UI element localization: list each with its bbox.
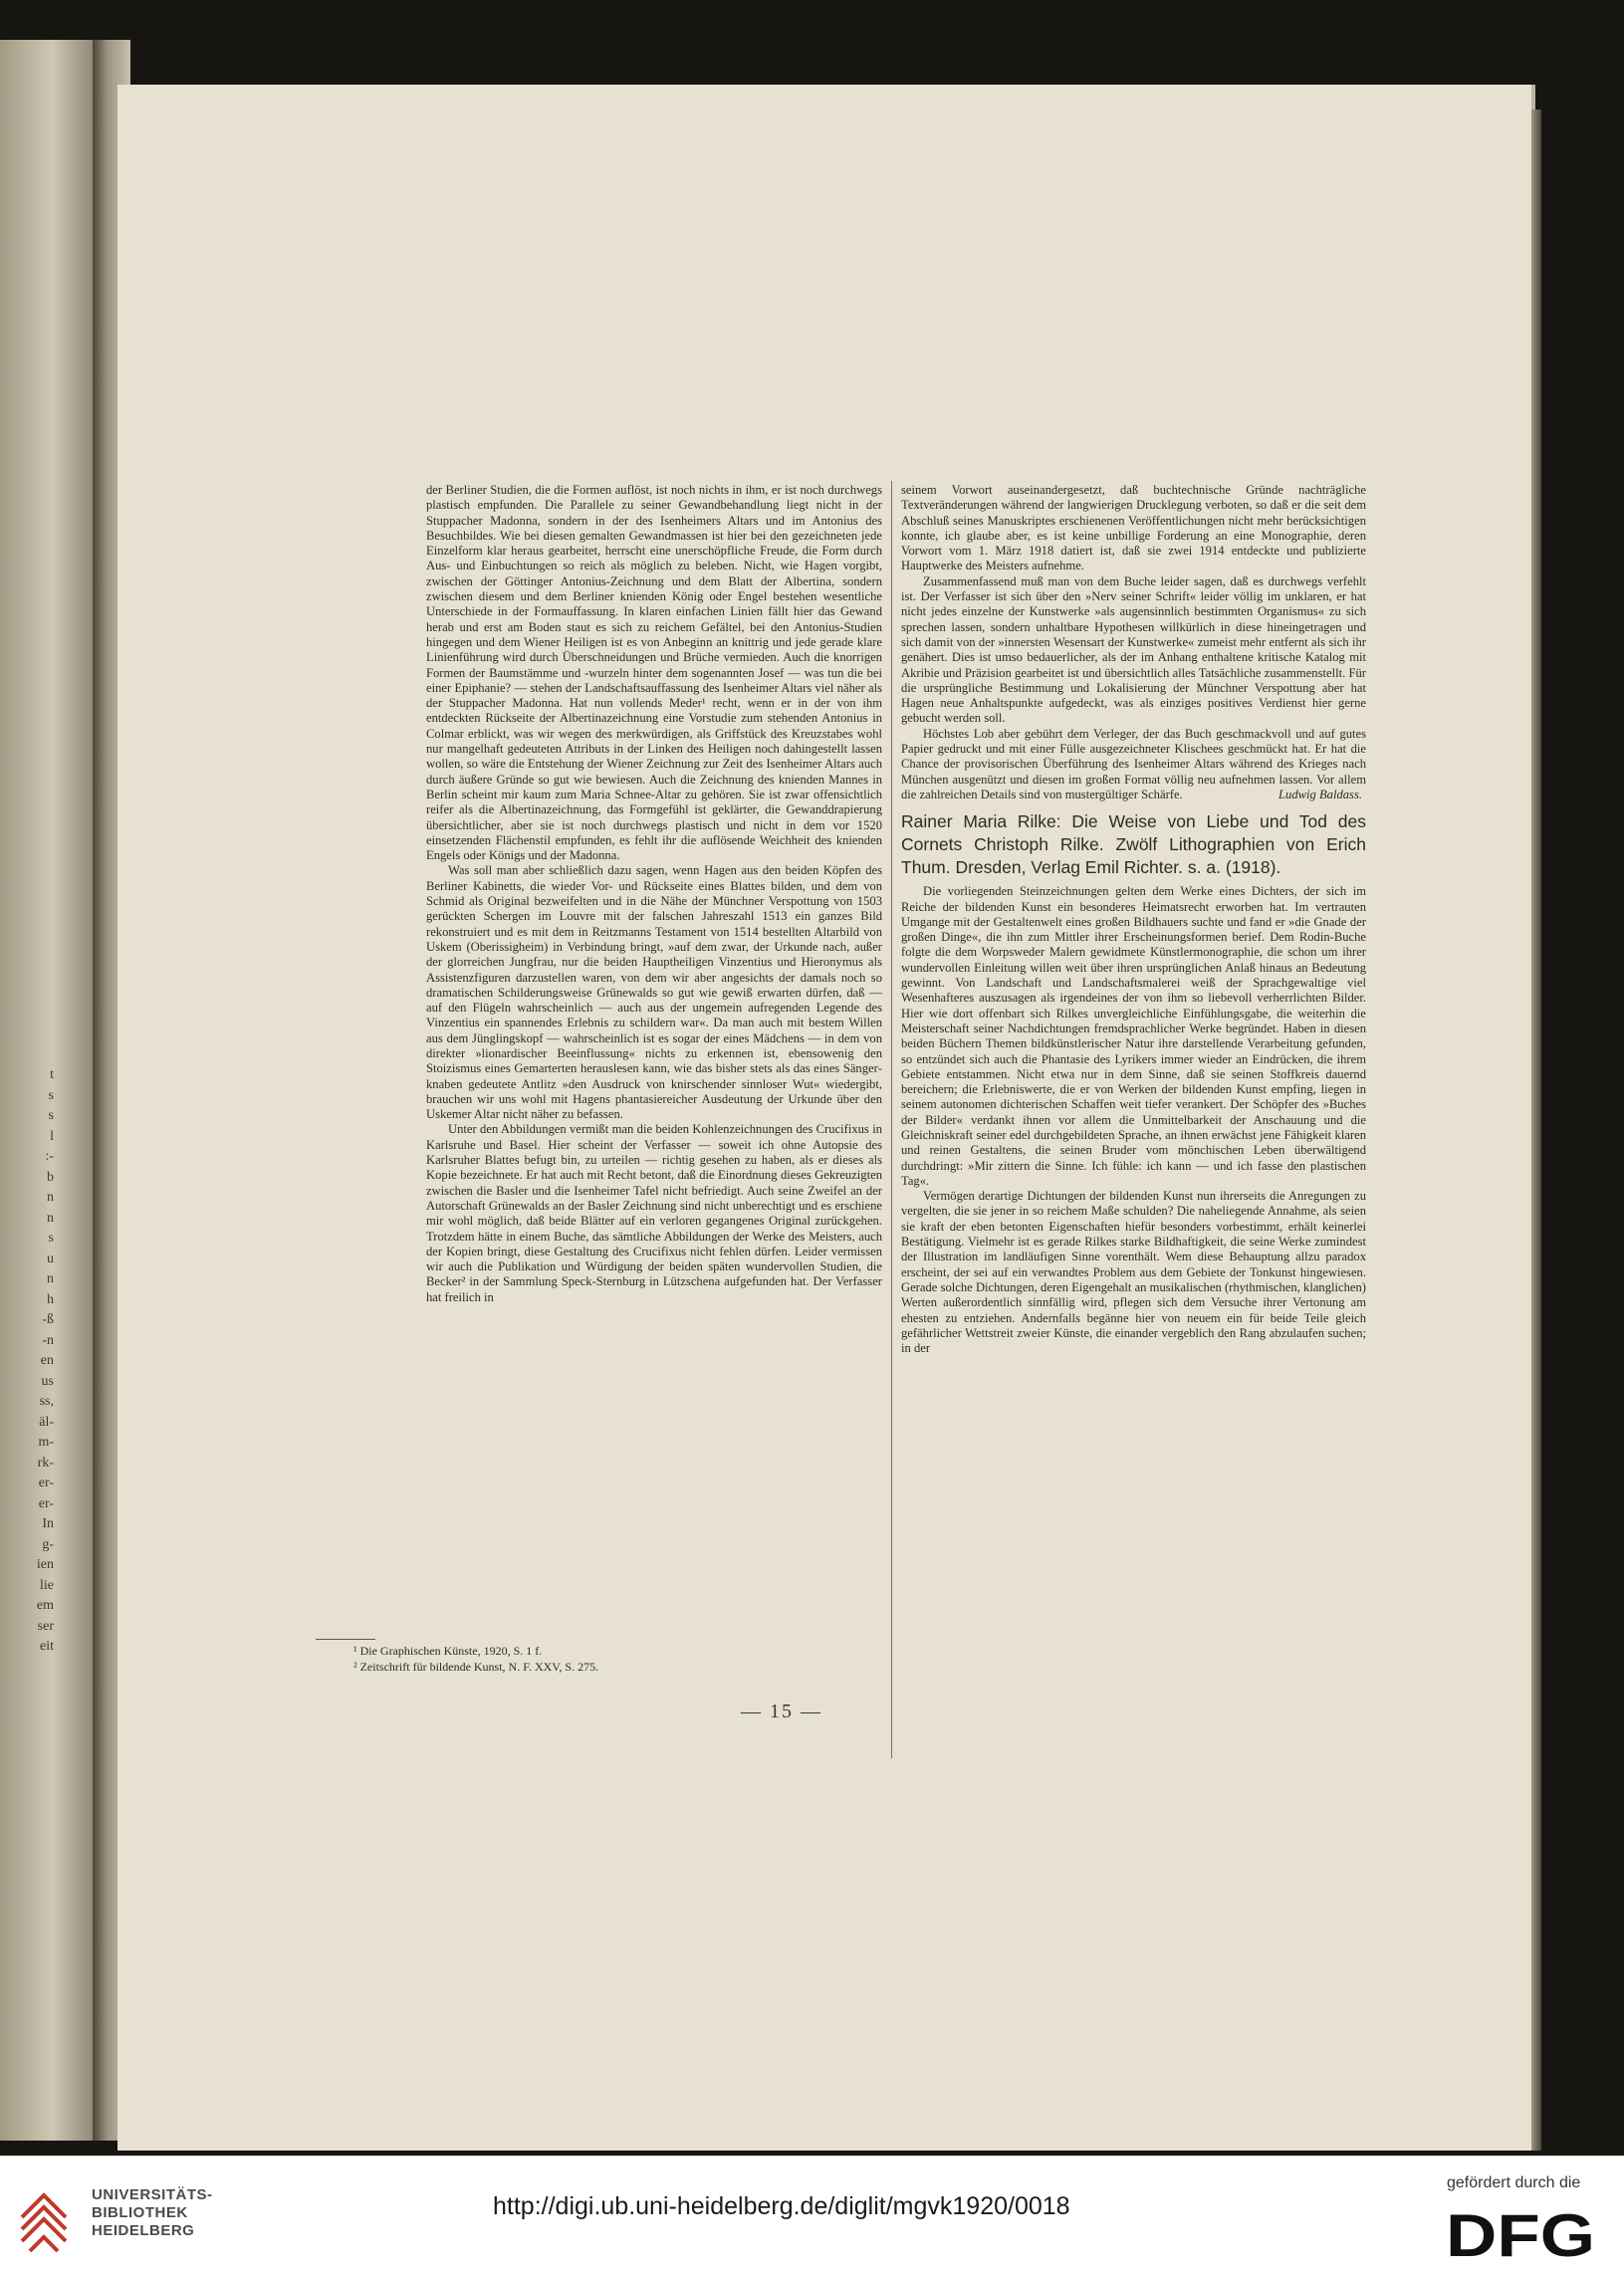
left-page-fragment: rk-: [37, 1455, 54, 1471]
left-page-fragment: l: [50, 1128, 54, 1144]
footnote-rule: [316, 1639, 375, 1640]
left-text-column: [426, 483, 882, 1305]
left-paragraph-3: Unter den Abbildungen vermißt man die beiden Kohlenzeichnungen des Crucifixus in Karlsruhe und Basel. Hier scheint der Verfasser — soweit ich ohne Autopsie des Karlsruher Blattes befugt bin, zu urteilen — richtig gesehen zu haben, als er dieses als Kopie bezeichnete. Er hat auch mit Recht betont, daß die Einordnung dieses Gekreuzigten zwischen die Basler und die Isenheimer Tafel nicht befriedigt. Auch seine Zweifel an der Autorschaft Grünewalds an der Basler Zeichnung sind nicht unberechtigt und es erschiene mir wohl möglich, daß beide Blätter auf ein verloren gegangenes Original zurückgehen. Trotzdem hätte in einem Buche, das sämtliche Abbildungen der Werke des Meisters, auch der Kopien bringt, diese Gestaltung des Crucifixus nicht fehlen dürfen. Leider vermissen wir auch die Publikation und Würdigung der beiden späten wundervollen Studien, die Becker² in der Sammlung Speck-Sternburg in Lützschena aufgefunden hat. Der Verfasser hat freilich in: [426, 1122, 882, 1304]
left-paragraph-2: Was soll man aber schließlich dazu sagen, wenn Hagen aus den beiden Köpfen des Berliner Kabinetts, die wieder Vor- und Rückseite eines Blattes bilden, und dem von Schmid als Original bezweifelten und in die Nähe der Münchner Verspottung von 1503 gerückten Schergen im Louvre mit der falschen Jahreszahl 1513 ein ganzes Bild rekonstruiert und es mit dem in Reitzmanns Testament von 1514 bestellten Altarbild von Uskem (Oberissigheim) in Verbindung bringt, »auf dem zwar, der Urkunde nach, außer der glorreichen Jungfrau, nur die beiden Hauptheiligen Vinzentius und Hieronymus als Assistenzfiguren darzustellen waren, von dem wir aber angesichts der damals noch so dramatischen Schilderungsweise Grünewalds so gut wie gewiß erwarten dürfen, daß — auf den Flügeln wahrscheinlich — auch aus der ungemein aufregenden Legende des Vinzentius ein spannendes Erlebnis zu schildern war«. Da man auch mit bestem Willen aus dem Jünglingskopf — wahrscheinlich ist es sogar der eines Mädchens — in dem von direkter »lionardischer Beeinflussung« nichts zu erkennen ist, ebensowenig den Stoizismus eines Gemarterten herauslesen kann, wie das bisher stets als das eines Sängerknaben gedeutete Antlitz »den Ausdruck von knirschender sinnloser Wut« wiedergibt, brauchen wir uns wohl mit Hagens phantasiereicher Ausdeutung der Urkunde über den Uskemer Altar nicht näher zu befassen.: [426, 863, 882, 1122]
left-page-fragment: em: [36, 1598, 54, 1613]
right-paragraph-3-text: Höchstes Lob aber gebührt dem Verleger, der das Buch geschmackvoll und auf gutes Papier gedruckt und mit einer Fülle ausgezeichneter Klischees geschmückt hat. Er hat die Chance der provisorischen Überführung des Isenheimer Altars während des Krieges nach München ausgenützt und diesen im großen Format völlig neu aufnehmen lassen. Vor allem die zahlreichen Details sind von mustergültiger Schärfe.: [901, 726, 1366, 801]
left-page-fragment: h: [47, 1291, 54, 1307]
viewer-footer: [0, 2156, 1624, 2274]
review-heading: Rainer Maria Rilke: Die Weise von Liebe und Tod des Cornets Christoph Rilke. Zwölf Lithographien von Erich Thum. Dresden, Verlag Emil Richter. s. a. (1918).: [901, 811, 1366, 878]
page-right-edge: [1531, 110, 1541, 2151]
right-paragraph-3: [901, 727, 1366, 802]
dfg-logo[interactable]: [1446, 2206, 1597, 2261]
left-page-fragment: lie: [40, 1577, 54, 1593]
dfg-logo-text: DFG: [1446, 2206, 1595, 2261]
left-paragraph-1: der Berliner Studien, die die Formen auflöst, ist noch nichts in ihm, er ist noch durchwegs plastisch empfunden. Die Parallele zu seiner Gewandbehandlung liegt nicht in der Stuppacher Madonna, sondern in der des Isenheimers Altars und im Antonius des Besuchbildes. Wie bei diesen gemalten Gewandmassen ist hier bei den gezeichneten jede Einzelform klar heraus gearbeitet, herrscht eine unerschöpfliche Freude, die Form durch Aus- und Einbuchtungen so reich als möglich zu beleben. Nicht, wie Hagen vorgibt, zwischen der Göttinger Antonius-Zeichnung und dem Blatt der Albertina, sondern zwischen diesem und dem Berliner knienden König oder Engel bestehen wesentliche Unterschiede in der Formauffassung. In klaren einfachen Linien fällt hier das Gewand herab und erst am Boden staut es sich zu reichem Gefältel, bei den Antonius-Studien hingegen und dem Wiener Heiligen ist es von Anbeginn an knittrig und jede gerade klare Linienführung wird durch Überschneidungen und Brüche vermieden. Auch die knorrigen Formen der Baumstämme und -wurzeln hinter dem sogenannten Josef — was tun die bei einer Epiphanie? — stehen der Landschaftsauffassung des Isenheimer Altars viel näher als der Stuppacher Madonna. Hat nun vollends Meder¹ recht, wenn er in der von ihm entdeckten Rückseite der Albertinazeichnung eine Vorstudie zum stehenden Antonius in Colmar erblickt, was wir wegen des merkwürdigen, als Griffstück des Kreuzstabes wohl nur mangelhaft gedeuteten Attributs in der Linken des Heiligen noch dahingestellt lassen wollen, so wäre die Entstehung der Wiener Zeichnung zur Zeit des Isenheimer Altars auch durch äußere Gründe so gut wie bewiesen. Auch die Zeichnung des knienden Mannes in Berlin scheint mir kaum zum Maria Schnee-Altar zu gehören. Sie ist zwar offensichtlich reifer als die Albertinazeichnung, das Formgefühl ist geklärter, die Gewanddrapierung übersichtlicher, aber sie ist noch durchwegs plastisch und nicht in dem vor 1520 einsetzenden Flächenstil empfunden, es fehlt ihr die auflösende Weichheit des knienden Engels oder Königs und der Madonna.: [426, 483, 882, 863]
left-page-fragment: -n: [42, 1332, 54, 1348]
left-page-edge: [0, 40, 95, 2141]
left-page-fragment: In: [42, 1516, 54, 1531]
footnote-2: ² Zeitschrift für bildende Kunst, N. F. XXV, S. 275.: [353, 1659, 599, 1674]
right-paragraph-5: Vermögen derartige Dichtungen der bildenden Kunst nun ihrerseits die Anregungen zu vergelten, die sie jener in so reichem Maße schulden? Die naheliegende Annahme, als seien sie kraft der eben betonten Eigenschaften hiefür besonders vorbestimmt, erhält keinerlei Bestätigung. Vielmehr ist es gerade Rilkes starke Bildhaftigkeit, die seine Werke zumindest der Illustration im landläufigen Sinne vorenthält. Wem diese Behauptung allzu paradox erscheint, der sei auf ein verwandtes Problem aus dem Gebiete der Tonkunst hingewiesen. Gerade solche Dichtungen, deren Eigengehalt an musikalischen (rhythmischen, klanglichen) Werten außerordentlich sinnfällig wird, pflegen sich dem Versuche ihrer Vertonung am ehesten zu entziehen. Andernfalls begänne hier von neuem ein für beide Teile gleich gefährlicher Wettstreit zweier Künste, die einander vergeblich den Rang abzulaufen suchen; in der: [901, 1189, 1366, 1356]
left-page-fragment: s: [48, 1087, 54, 1103]
left-page-fragment: b: [47, 1169, 54, 1185]
left-page-fragment: :-: [45, 1149, 54, 1164]
right-paragraph-1: seinem Vorwort auseinandergesetzt, daß buchtechnische Gründe nachträgliche Textveränderungen während der langwierigen Drucklegung verboten, so daß er die seit dem Abschluß seines Manuskriptes erschienenen Veröffentlichungen nicht mehr berücksichtigen konnte, ich glaube aber, es ist keine unbillige Forderung an eine Monographie, deren Vorwort vom 1. März 1918 datiert ist, daß sie zwei 1914 entdeckte und publizierte Hauptwerke des Meisters aufnehme.: [901, 483, 1366, 573]
institution-name[interactable]: [92, 2186, 213, 2240]
left-page-fragment: n: [47, 1271, 54, 1286]
left-page-fragment: er-: [38, 1476, 54, 1490]
left-page-fragment: g-: [42, 1536, 54, 1552]
footnote-1: ¹ Die Graphischen Künste, 1920, S. 1 f.: [353, 1644, 543, 1658]
left-page-fragment: -ß: [42, 1312, 54, 1327]
page: [117, 85, 1531, 2151]
left-page-fragment: en: [40, 1353, 54, 1368]
left-page-fragment: us: [41, 1373, 54, 1389]
left-page-fragment: er-: [38, 1495, 54, 1511]
funding-note: gefördert durch die: [1447, 2174, 1581, 2191]
right-text-column: [901, 483, 1366, 1356]
institution-line-3: HEIDELBERG: [92, 2222, 195, 2239]
page-number: — 15 —: [741, 1701, 822, 1722]
left-page-fragment: n: [47, 1190, 54, 1205]
left-page-fragment: s: [48, 1108, 54, 1123]
institution-line-1: UNIVERSITÄTS-: [92, 2186, 213, 2203]
left-page-fragment: n: [47, 1210, 54, 1226]
permalink-url[interactable]: http://digi.ub.uni-heidelberg.de/diglit/mgvk1920/0018: [493, 2192, 1070, 2220]
ub-heidelberg-logo-icon[interactable]: [16, 2173, 72, 2258]
review-signature: Ludwig Baldass.: [1278, 787, 1362, 801]
left-page-fragment: eit: [40, 1639, 54, 1654]
left-page-fragment: äl-: [39, 1414, 54, 1430]
left-page-fragment: ser: [37, 1618, 54, 1634]
left-page-fragment: s: [48, 1231, 54, 1246]
footnotes: [314, 1639, 752, 1675]
left-page-text-fragments: [10, 1065, 54, 1658]
column-divider: [891, 481, 892, 1758]
left-page-fragment: t: [50, 1067, 54, 1082]
left-page-fragment: ien: [36, 1557, 54, 1572]
left-page-fragment: u: [47, 1251, 54, 1266]
right-paragraph-2: Zusammenfassend muß man von dem Buche leider sagen, daß es durchwegs verfehlt ist. Der Verfasser ist sich über den »Nerv seiner Schrift« leider völlig im unklaren, er hat nicht jedes einzelne der Kunstwerke »als augensinnlich bestimmten Organismus« zu sich sprechen lassen, sondern unhaltbare Hypothesen willkürlich in diese hineingetragen und sich damit von der »innersten Wesensart der Kunstwerke« zumeist mehr entfernt als sich ihr genähert. Dies ist umso bedauerlicher, als der im Anhang enthaltene kritische Katalog mit Akribie und Präzision gearbeitet ist und übersichtlich alles Tatsächliche zusammenstellt. Für die ursprüngliche Bestimmung und Lokalisierung der Münchner Verspottung aber hat Hagen neue Anhaltspunkte aufgedeckt, was als einziges positives Verdienst hier gerne gebucht werden soll.: [901, 573, 1366, 726]
institution-line-2: BIBLIOTHEK: [92, 2204, 188, 2221]
left-page-fragment: m-: [38, 1435, 54, 1450]
right-paragraph-4: Die vorliegenden Steinzeichnungen gelten dem Werke eines Dichters, der sich im Reiche der bildenden Kunst ein besonderes Heimatsrecht erworben hat. Im vertrauten Umgange mit der Gestaltenwelt eines großen Bildhauers suchte und fand er »die Gnade der großen Dinge«, die ihn zum Mittler ihrer Erscheinungsformen berief. Dem Rodin-Buche folgte die dem Worpsweder Malern gewidmete Künstlermonographie, die schon um ihrer wundervollen Einleitung willen weit über ihren ursprünglichen Anlaß hinaus an Bedeutung gewinnt. Von Landschaft und Landschaftsmalerei weiß der Sprachgewaltige viel Wesenhafteres auszusagen als irgendeines der von ihm so liebevoll verherrlichten Bilder. Hier wie dort offenbart sich Rilkes unvergleichliche Einfühlungsgabe, die weiterhin die Meisterschaft seiner Nachdichtungen fremdsprachlicher Werke begründet. Haben in diesen beiden Büchern Themen bildkünstlerischer Natur ihre darstellende Verarbeitung gefunden, so entzündet sich auch die Phantasie des Lyrikers immer wieder an Eindrücken, die ihrem Gebiete entstammen. Nicht etwa nur in dem Sinne, daß sie seinen Stoffkreis dauernd bereichern; die Erlebniswerte, die er von Werken der bildenden Kunst empfing, liegen in seinem autonomen dichterischen Schaffen weit tiefer verankert. Der Schöpfer des »Buches der Bilder« verdankt ihnen vor allem die Unmittelbarkeit der Anschauung und die Gleichniskraft seiner edel durchgebildeten Sprache, an ihnen erwächst jene Fähigkeit klaren und reinen Gestaltens, die seinen Bruder vom mönchischen Leben überwältigend durchdringt: »Mir zittern die Sinne. Ich fühle: ich kann — und ich fasse den plastischen Tag«.: [901, 884, 1366, 1188]
left-page-fragment: ss,: [39, 1394, 54, 1409]
